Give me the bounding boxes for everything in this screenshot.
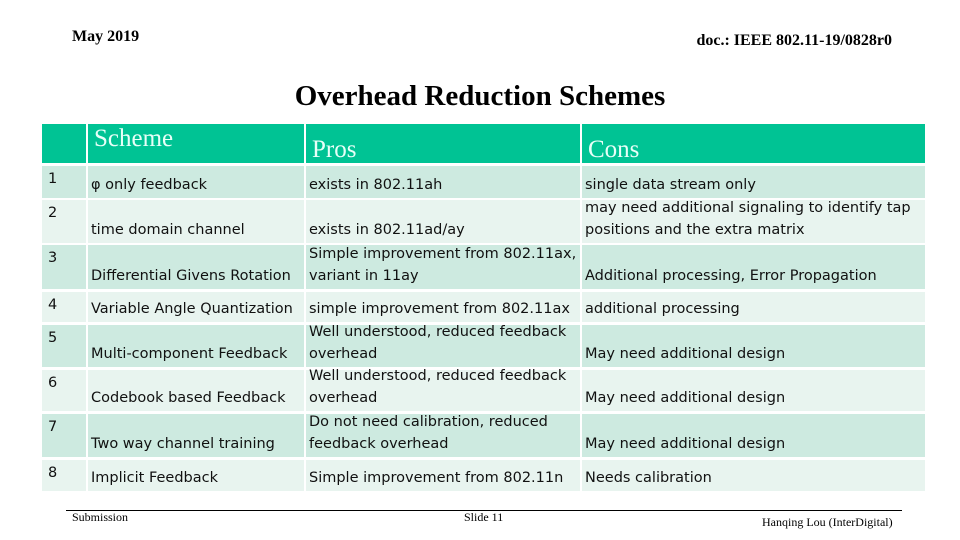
cons-cell: Additional processing, Error Propagation [585,268,877,284]
cons-cell: Needs calibration [585,470,712,486]
pros-cell: Simple improvement from 802.11n [306,460,582,491]
cons-cell: May need additional design [585,390,786,406]
row-number: 6 [42,370,88,411]
slide-title: Overhead Reduction Schemes [294,80,666,112]
row-number: 8 [42,460,88,491]
pros-cell: exists in 802.11ad/ay [306,200,582,243]
scheme-cell: Differential Givens Rotation [88,245,306,289]
row-number: 1 [42,166,88,198]
table-row [42,245,925,289]
pros-cell: exists in 802.11ah [306,166,582,198]
table-row [42,325,925,367]
pros-cell: simple improvement from 802.11ax [306,292,582,322]
row-number: 5 [42,325,88,367]
row-number: 4 [42,292,88,322]
scheme-cell: time domain channel [88,200,306,243]
scheme-cell: Variable Angle Quantization [88,292,306,322]
col-header-pros: Pros [306,124,582,163]
cons-cell: May need additional design [585,436,786,452]
table-row [42,460,925,491]
table-row [42,414,925,457]
cons-cell: single data stream only [585,177,756,193]
footer-slide-number: Slide 11 [464,510,504,524]
footer-author: Hanqing Lou (InterDigital) [762,515,893,529]
cons-cell: may need additional signaling to identify tap positions and the extra matrix [585,200,911,238]
pros-cell: Well understood, reduced feedback overhead [306,325,582,367]
scheme-cell: Codebook based Feedback [88,370,306,411]
table-row [42,292,925,322]
cons-cell: additional processing [585,301,740,317]
scheme-cell: Implicit Feedback [88,460,306,491]
pros-cell: Do not need calibration, reduced feedback overhead [306,414,582,457]
scheme-cell: Multi-component Feedback [88,325,306,367]
cons-cell: May need additional design [585,346,786,362]
table-row [42,166,925,198]
scheme-cell: Two way channel training [88,414,306,457]
row-number: 3 [42,245,88,289]
pros-cell: Simple improvement from 802.11ax, variant in 11ay [306,245,582,289]
col-header-scheme: Scheme [88,124,306,163]
scheme-cell: φ only feedback [88,166,306,198]
header-doc: doc.: IEEE 802.11-19/0828r0 [696,32,892,49]
pros-cell: Well understood, reduced feedback overhead [306,370,582,411]
row-number: 7 [42,414,88,457]
col-header-number [42,124,88,163]
row-number: 2 [42,200,88,243]
col-header-cons: Cons [588,136,640,163]
footer-submission: Submission [72,510,129,524]
header-date: May 2019 [72,28,140,45]
table-row [42,200,925,243]
table-header [42,124,925,163]
table-row [42,370,925,411]
